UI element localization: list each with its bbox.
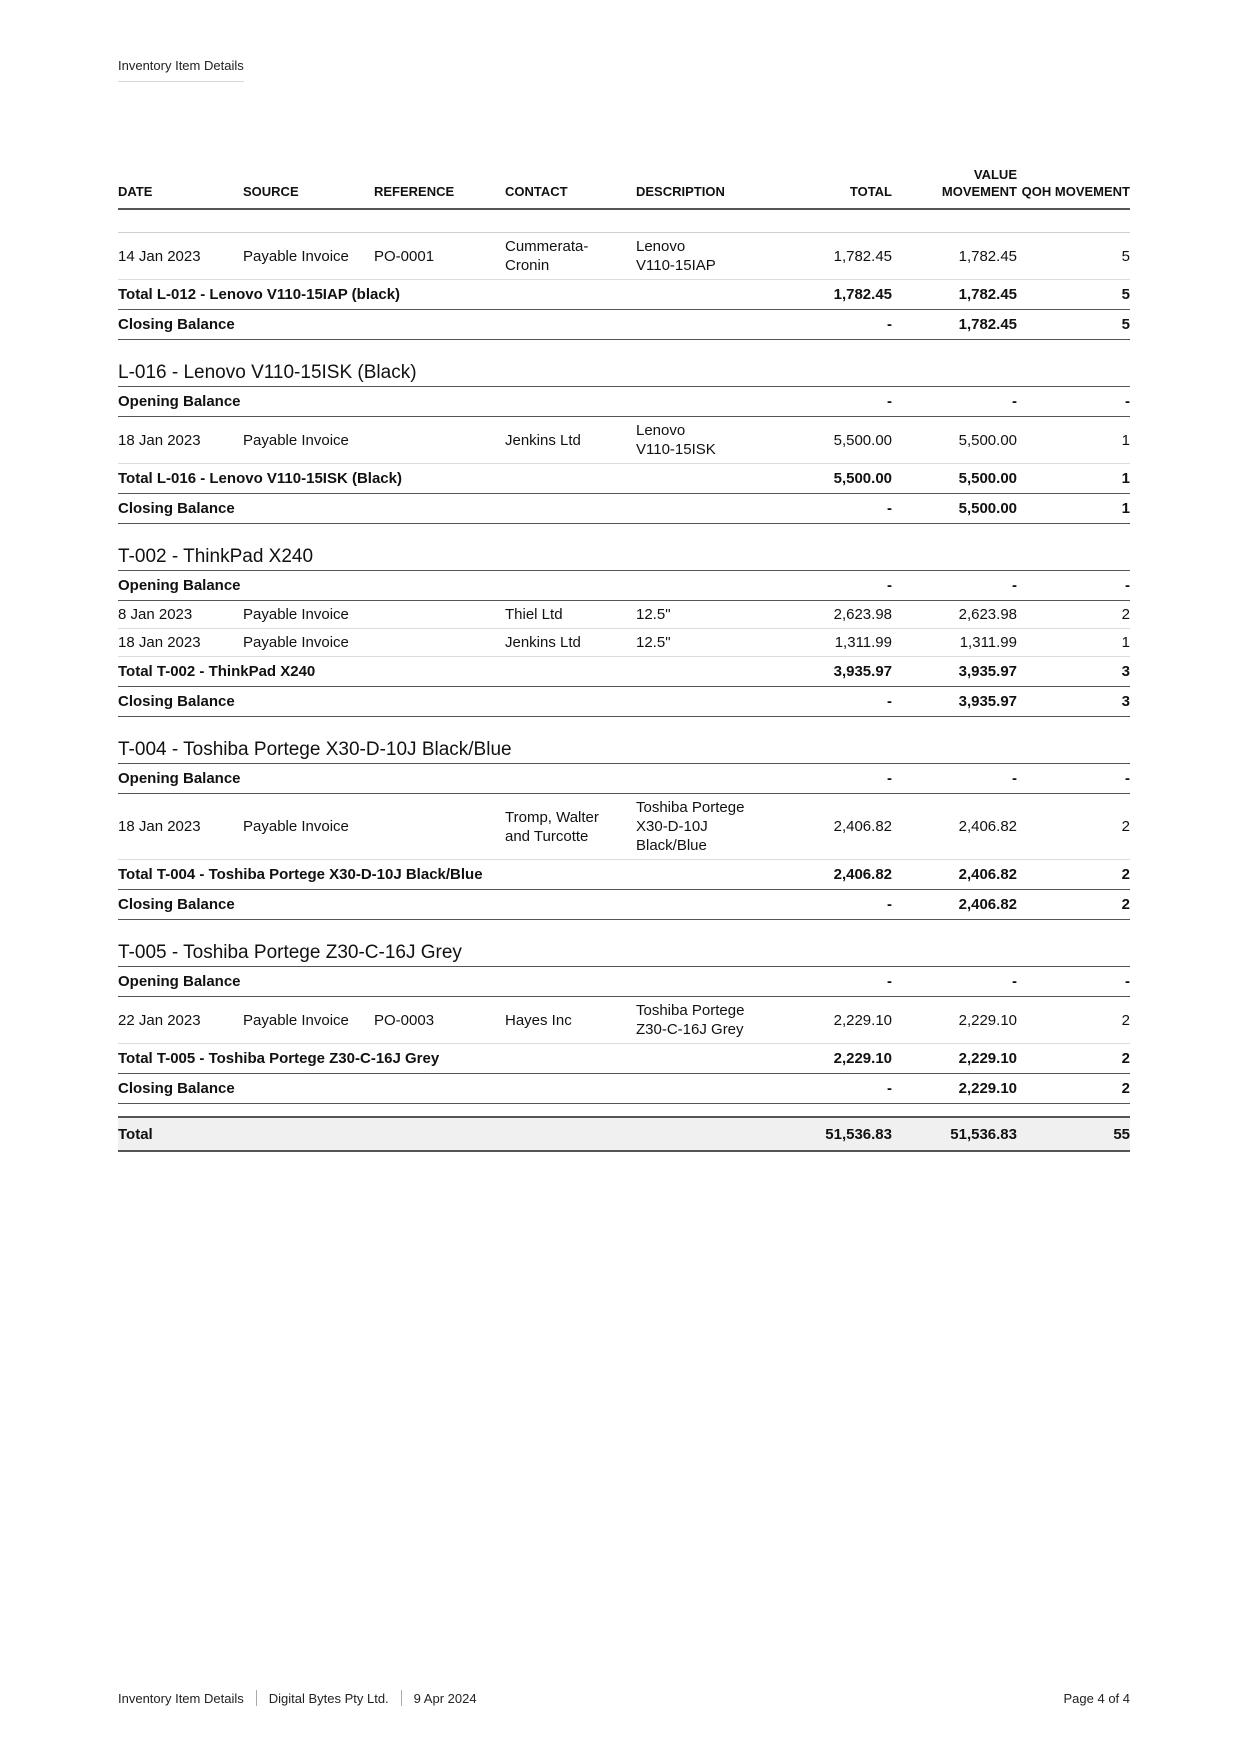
spacer-row	[118, 209, 1130, 233]
footer-page-number: Page 4 of 4	[1063, 1690, 1130, 1706]
opening-balance-row: Opening Balance - - -	[118, 967, 1130, 997]
opening-balance-row: Opening Balance - - -	[118, 764, 1130, 794]
opening-balance-row: Opening Balance - - -	[118, 387, 1130, 417]
item-total-row: Total T-002 - ThinkPad X240 3,935.97 3,935.97 3	[118, 657, 1130, 687]
footer-date: 9 Apr 2024	[413, 1690, 477, 1706]
grand-total-row: Total 51,536.83 51,536.83 55	[118, 1117, 1130, 1151]
col-total: TOTAL	[767, 166, 892, 209]
closing-balance-row: Closing Balance - 2,229.10 2	[118, 1074, 1130, 1104]
page-footer	[118, 1690, 1130, 1706]
table-header-row	[118, 166, 1130, 209]
footer-report-name: Inventory Item Details	[118, 1690, 244, 1706]
table-row: 8 Jan 2023 Payable Invoice Thiel Ltd 12.5" 2,623.98 2,623.98 2	[118, 601, 1130, 629]
table-row: 18 Jan 2023 Payable Invoice Jenkins Ltd Lenovo V110-15ISK 5,500.00 5,500.00 1	[118, 417, 1130, 464]
footer-divider	[401, 1690, 402, 1706]
page-header-title: Inventory Item Details	[118, 58, 244, 82]
item-group-heading: T-005 - Toshiba Portege Z30-C-16J Grey	[118, 920, 1130, 967]
closing-balance-row: Closing Balance - 2,406.82 2	[118, 890, 1130, 920]
closing-balance-row: Closing Balance - 3,935.97 3	[118, 687, 1130, 717]
item-total-row: Total L-016 - Lenovo V110-15ISK (Black) 5,500.00 5,500.00 1	[118, 464, 1130, 494]
item-total-row: Total T-004 - Toshiba Portege X30-D-10J Black/Blue 2,406.82 2,406.82 2	[118, 860, 1130, 890]
opening-balance-row: Opening Balance - - -	[118, 571, 1130, 601]
col-description: DESCRIPTION	[636, 166, 767, 209]
table-row: 22 Jan 2023 Payable Invoice PO-0003 Hayes Inc Toshiba Portege Z30-C-16J Grey 2,229.10 2,229.10 2	[118, 997, 1130, 1044]
footer-company: Digital Bytes Pty Ltd.	[268, 1690, 389, 1706]
item-total-row: Total T-005 - Toshiba Portege Z30-C-16J Grey 2,229.10 2,229.10 2	[118, 1044, 1130, 1074]
inventory-details-table	[118, 166, 1130, 1152]
col-qoh-movement: QOH MOVEMENT	[1017, 166, 1130, 209]
col-contact: CONTACT	[505, 166, 636, 209]
item-group-heading: T-004 - Toshiba Portege X30-D-10J Black/Blue	[118, 717, 1130, 764]
col-value-movement: VALUE MOVEMENT	[892, 166, 1017, 209]
closing-balance-row: Closing Balance - 1,782.45 5	[118, 310, 1130, 340]
item-total-row: Total L-012 - Lenovo V110-15IAP (black) 1,782.45 1,782.45 5	[118, 280, 1130, 310]
item-group-heading: L-016 - Lenovo V110-15ISK (Black)	[118, 340, 1130, 387]
col-reference: REFERENCE	[374, 166, 505, 209]
table-row: 18 Jan 2023 Payable Invoice Tromp, Walter and Turcotte Toshiba Portege X30-D-10J Black/Blue 2,406.82 2,406.82 2	[118, 794, 1130, 860]
col-date: DATE	[118, 166, 243, 209]
col-source: SOURCE	[243, 166, 374, 209]
spacer-row	[118, 1104, 1130, 1118]
table-row: 14 Jan 2023 Payable Invoice PO-0001 Cummerata- Cronin Lenovo V110-15IAP 1,782.45 1,782.45 5	[118, 233, 1130, 280]
closing-balance-row: Closing Balance - 5,500.00 1	[118, 494, 1130, 524]
footer-divider	[256, 1690, 257, 1706]
item-group-heading: T-002 - ThinkPad X240	[118, 524, 1130, 571]
table-row: 18 Jan 2023 Payable Invoice Jenkins Ltd 12.5" 1,311.99 1,311.99 1	[118, 629, 1130, 657]
